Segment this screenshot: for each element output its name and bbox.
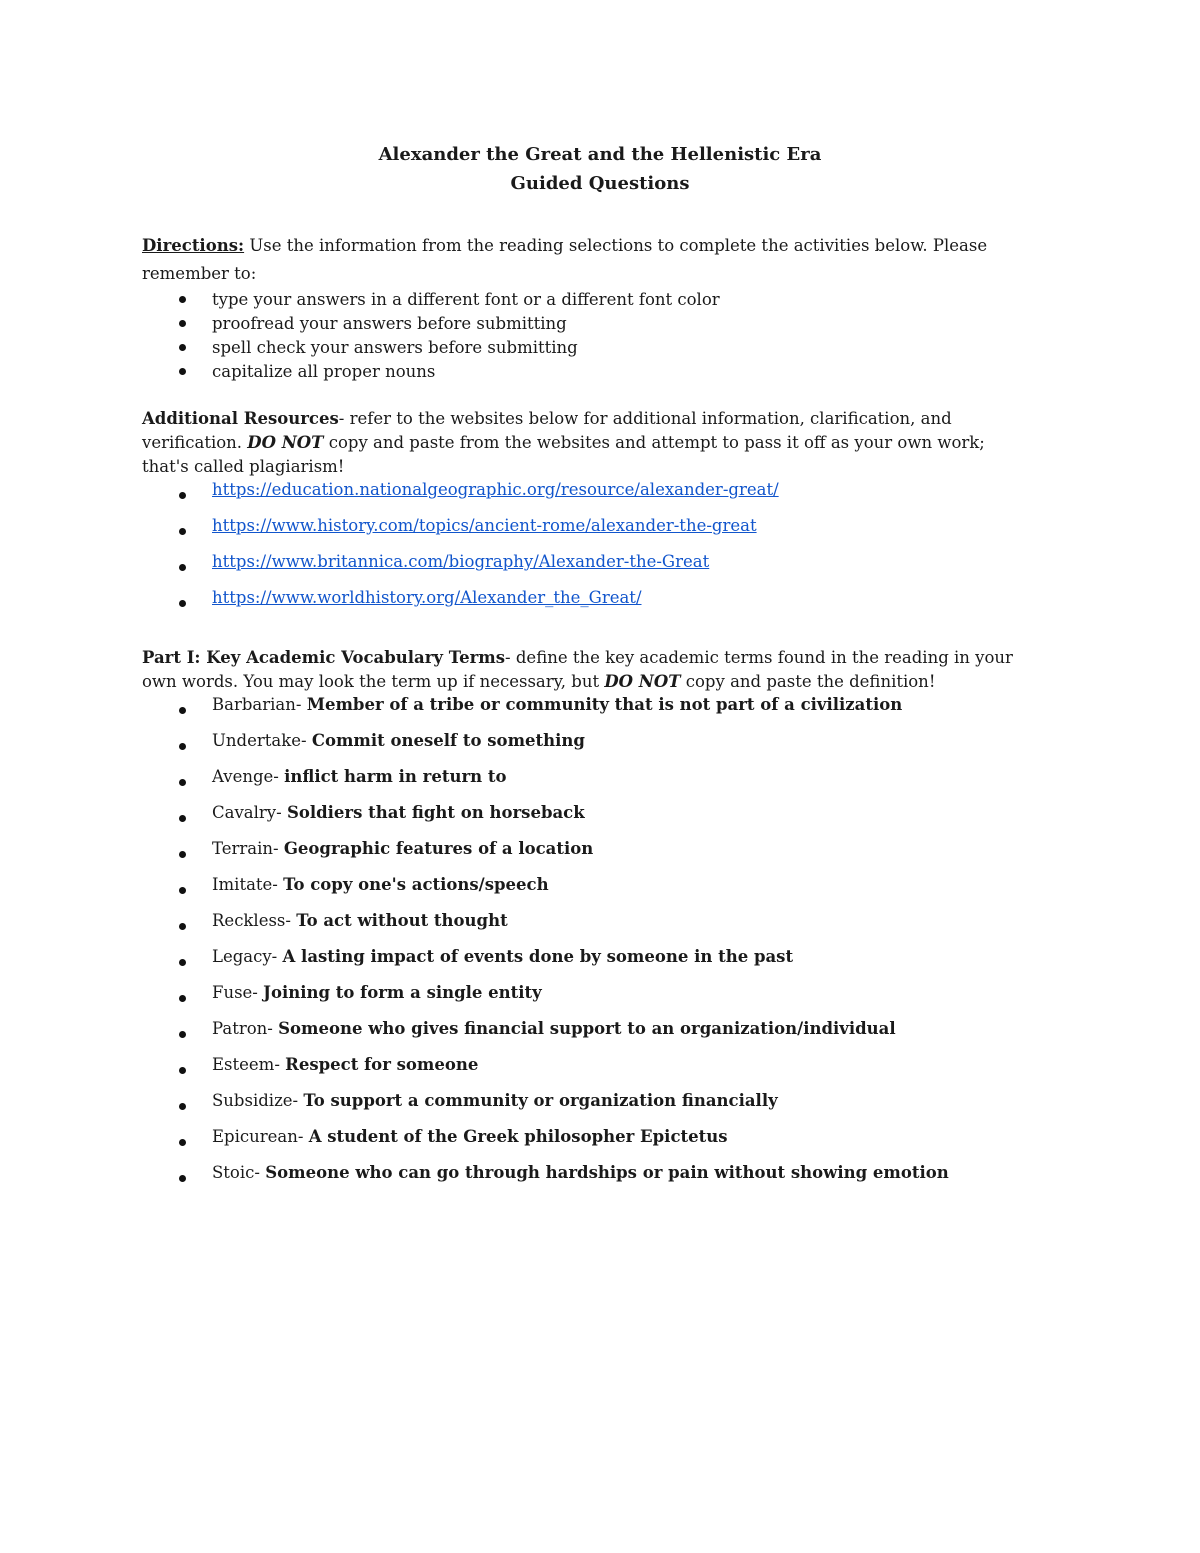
vocab-definition: inflict harm in return to: [284, 767, 507, 786]
vocab-item: [142, 909, 949, 945]
part1-text-a: - define the key academic terms found in the reading in your: [505, 648, 1013, 667]
vocab-term: Barbarian-: [212, 695, 307, 714]
document-subtitle: Guided Questions: [510, 173, 690, 194]
list-item: [142, 550, 779, 586]
vocab-term: Patron-: [212, 1019, 279, 1038]
vocab-term: Undertake-: [212, 731, 312, 750]
resources-label: Additional Resources: [142, 409, 339, 428]
list-item: spell check your answers before submitting: [142, 336, 720, 360]
list-item: [142, 478, 779, 514]
resource-link-history[interactable]: https://www.history.com/topics/ancient-rome/alexander-the-great: [212, 516, 757, 535]
vocab-definition: To support a community or organization financially: [303, 1091, 778, 1110]
directions-label: Directions:: [142, 236, 245, 255]
vocab-item: [142, 1125, 949, 1161]
vocab-definition: Soldiers that fight on horseback: [286, 803, 585, 822]
vocab-item: [142, 1053, 949, 1089]
resources-link-list: [142, 478, 779, 622]
vocab-definition: Member of a tribe or community that is not part of a civilization: [306, 695, 903, 714]
vocab-definition: To copy one's actions/speech: [283, 875, 549, 894]
resources-emphasis: DO NOT: [247, 433, 324, 452]
part1-label: Part I: Key Academic Vocabulary Terms: [142, 648, 506, 667]
vocab-item: [142, 981, 949, 1017]
vocab-definition: Commit oneself to something: [311, 731, 585, 750]
list-item: proofread your answers before submitting: [142, 312, 720, 336]
resource-link-worldhistory[interactable]: https://www.worldhistory.org/Alexander_the_Great/: [212, 588, 642, 607]
vocab-term: Cavalry-: [212, 803, 287, 822]
vocab-definition: A lasting impact of events done by someone in the past: [282, 947, 794, 966]
vocab-term: Legacy-: [212, 947, 283, 966]
part1-text-b: own words. You may look the term up if necessary, but: [142, 672, 605, 691]
list-item: [142, 514, 779, 550]
resources-text-c: copy and paste from the websites and attempt to pass it off as your own work;: [323, 433, 985, 452]
vocab-definition: To act without thought: [296, 911, 508, 930]
vocab-term: Subsidize-: [212, 1091, 304, 1110]
resources-paragraph: [142, 407, 1047, 479]
part1-emphasis: DO NOT: [604, 672, 681, 691]
resource-link-britannica[interactable]: https://www.britannica.com/biography/Alexander-the-Great: [212, 552, 710, 571]
vocab-term: Terrain-: [212, 839, 284, 858]
vocab-item: [142, 1089, 949, 1125]
vocabulary-list: [142, 693, 949, 1197]
vocab-item: [142, 801, 949, 837]
vocab-definition: Respect for someone: [285, 1055, 479, 1074]
vocab-definition: Someone who gives financial support to an organization/individual: [278, 1019, 896, 1038]
list-item: type your answers in a different font or a different font color: [142, 288, 720, 312]
vocab-definition: A student of the Greek philosopher Epictetus: [308, 1127, 728, 1146]
vocab-item: [142, 873, 949, 909]
directions-text-line2: remember to:: [142, 264, 257, 283]
resources-text-d: that's called plagiarism!: [142, 457, 345, 476]
part1-text-c: copy and paste the definition!: [680, 672, 936, 691]
vocab-definition: Geographic features of a location: [283, 839, 594, 858]
vocab-item: [142, 729, 949, 765]
vocab-item: [142, 837, 949, 873]
resource-link-natgeo[interactable]: https://education.nationalgeographic.org/resource/alexander-great/: [212, 480, 779, 499]
vocab-term: Fuse-: [212, 983, 264, 1002]
vocab-item: [142, 945, 949, 981]
vocab-item: [142, 1017, 949, 1053]
list-item: capitalize all proper nouns: [142, 360, 720, 384]
vocab-term: Esteem-: [212, 1055, 286, 1074]
vocab-definition: Someone who can go through hardships or pain without showing emotion: [265, 1163, 949, 1182]
directions-text-line1: Use the information from the reading selections to complete the activities below. Please: [244, 236, 988, 255]
vocab-term: Imitate-: [212, 875, 284, 894]
vocab-term: Stoic-: [212, 1163, 266, 1182]
vocab-item: [142, 765, 949, 801]
directions-paragraph: [142, 232, 1047, 288]
directions-list: [142, 288, 720, 384]
vocab-term: Epicurean-: [212, 1127, 309, 1146]
list-item: [142, 586, 779, 622]
vocab-item: [142, 1161, 949, 1197]
document-title: Alexander the Great and the Hellenistic Era: [378, 144, 822, 165]
resources-text-b: verification.: [142, 433, 248, 452]
vocab-definition: Joining to form a single entity: [263, 983, 542, 1002]
resources-text-a: - refer to the websites below for additional information, clarification, and: [338, 409, 952, 428]
vocab-item: [142, 693, 949, 729]
part1-paragraph: [142, 646, 1047, 694]
vocab-term: Reckless-: [212, 911, 297, 930]
vocab-term: Avenge-: [212, 767, 285, 786]
